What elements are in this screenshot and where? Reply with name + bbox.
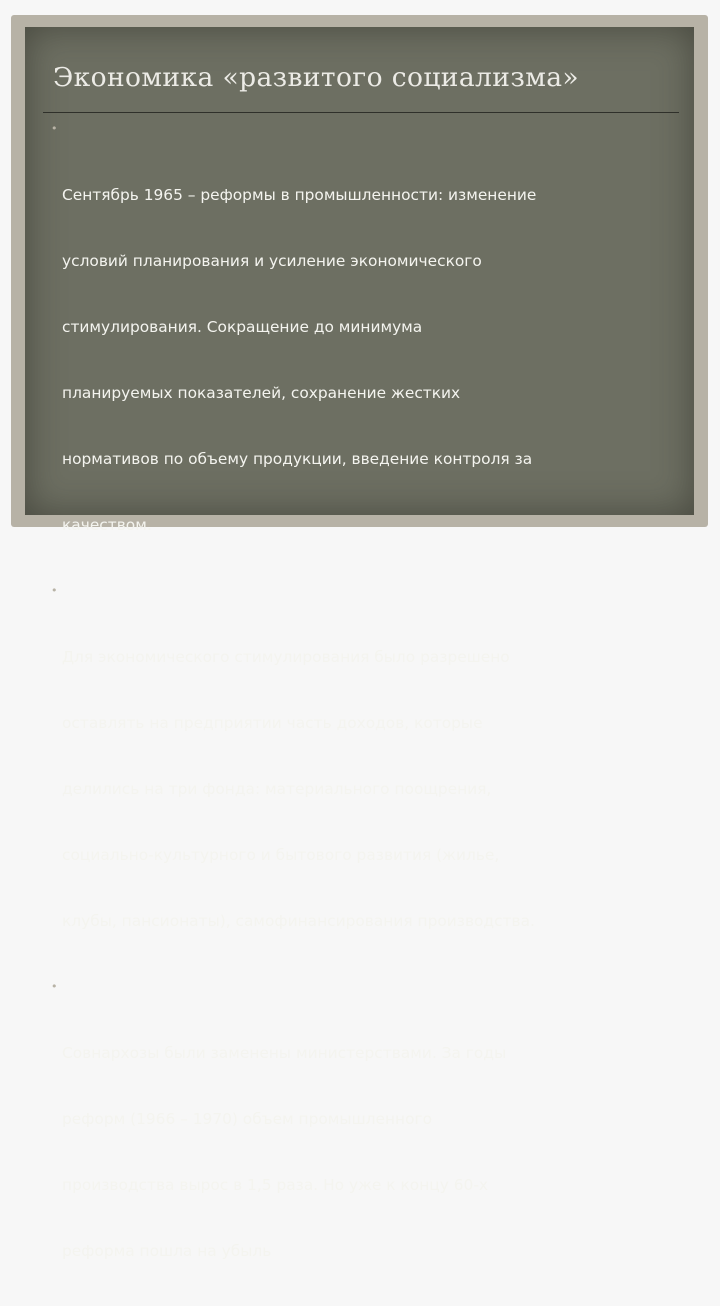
title-divider [43,112,679,113]
bullet-line: реформа пошла на убыль [62,1242,272,1260]
bullet-line: оставлять на предприятии часть доходов, которые [62,714,483,732]
bullet-item [51,118,687,580]
bullet-line: производства вырос в 1,5 раза. Но уже к концу 60-х [62,1176,488,1194]
slide [25,27,694,1260]
bullet-line: Сентябрь 1965 – реформы в промышленности: изменение [62,186,537,204]
slide-title: Экономика «развитого социализма» [53,62,580,93]
bullet-line: стимулирования. Сокращение до минимума [62,318,423,336]
bullet-line: реформ (1966 – 1970) объем промышленного [62,1110,432,1128]
bullet-line: условий планирования и усиление экономического [62,252,482,270]
bullet-marker: • [51,584,58,597]
bullet-list [51,118,687,1306]
bullet-line: планируемых показателей, сохранение жестких [62,384,461,402]
bullet-line: Для экономического стимулирования было разрешено [62,648,510,666]
bullet-line: клубы, пансионаты), самофинансирования производства. [62,912,535,930]
bullet-line: качеством. [62,516,152,534]
bullet-item [51,580,687,976]
bullet-line: нормативов по объему продукции, введение контроля за [62,450,533,468]
bullet-marker: • [51,980,58,993]
bullet-line: социально-культурного и бытового развития (жилье, [62,846,500,864]
bullet-item [51,976,687,1306]
bullet-marker: • [51,122,58,135]
bullet-line: делились на три фонда: материального поощрения, [62,780,492,798]
bullet-line: Совнархозы были заменены министерствами. За годы [62,1044,507,1062]
